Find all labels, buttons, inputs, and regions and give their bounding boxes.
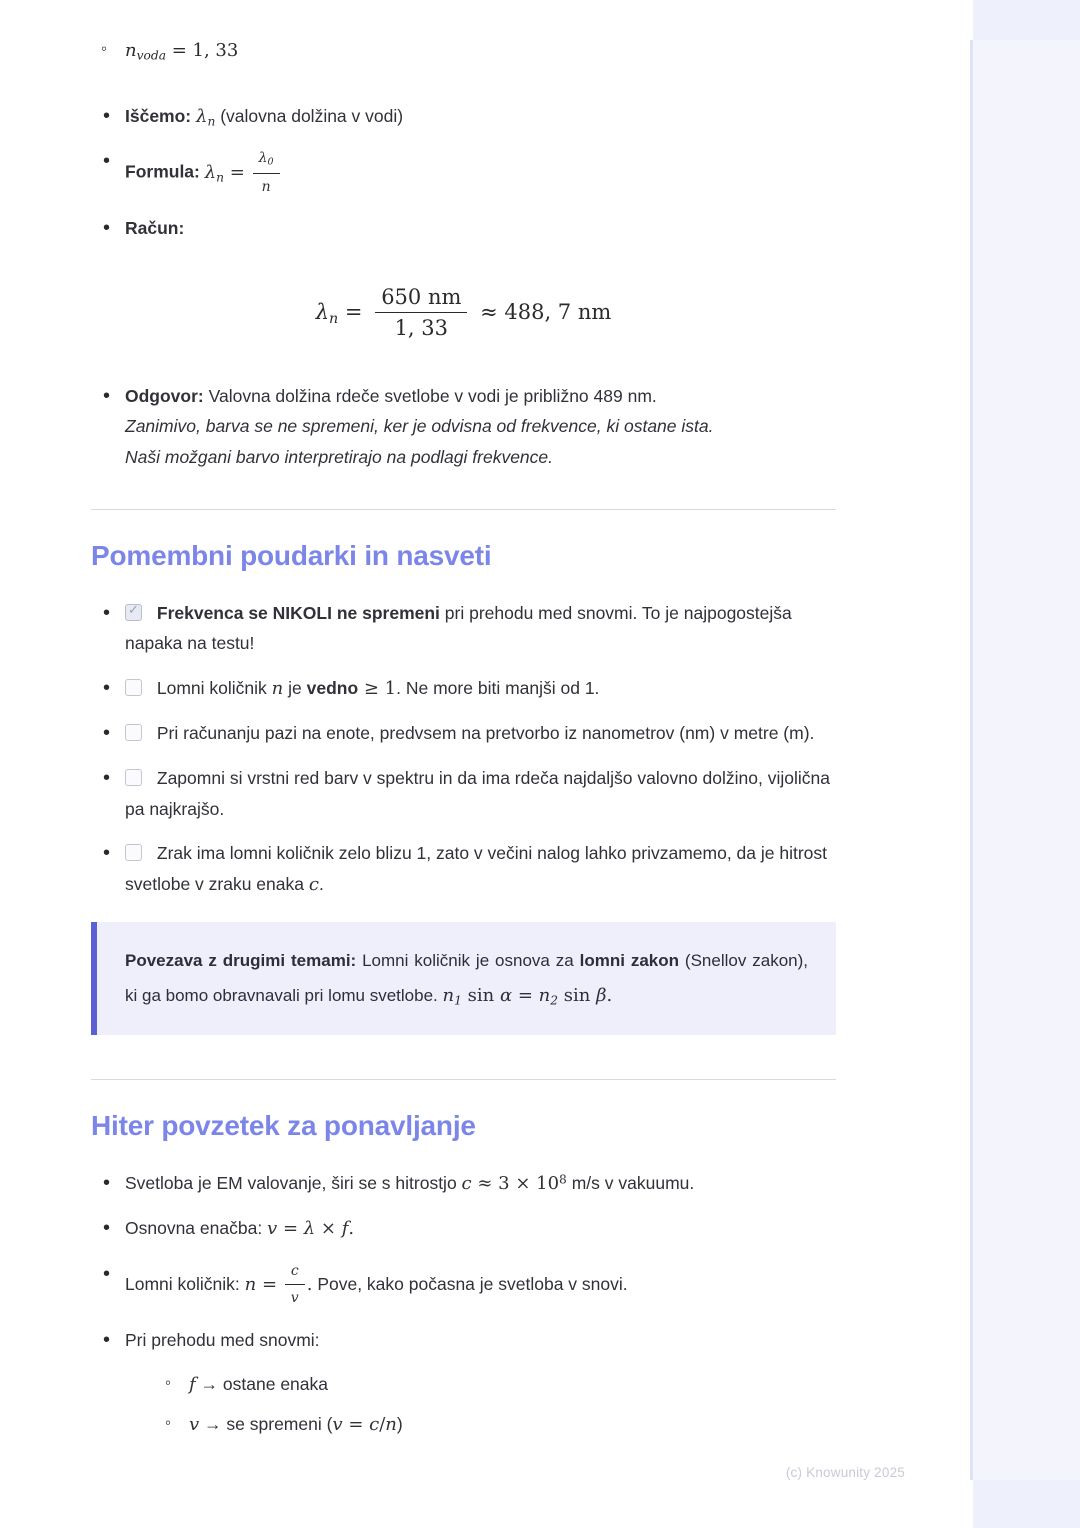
tips-list — [91, 598, 836, 901]
watermark: (c) Knowunity 2025 — [785, 1465, 905, 1480]
tip-1-bold: Frekvenca se NIKOLI ne spremeni — [156, 602, 440, 623]
list-item-iscemo — [91, 101, 836, 133]
callout-box — [91, 922, 836, 1034]
display-formula — [91, 286, 836, 341]
summary-list — [91, 1168, 836, 1441]
iscemo-label: Iščemo: — [125, 105, 192, 126]
summary-sublist — [155, 1370, 836, 1441]
display-formula-numerator: 650 nm — [375, 285, 467, 313]
display-formula-lhs: $\lambda_n$ — [315, 299, 339, 327]
section-title-summary: Hiter povzetek za ponavljanje — [91, 1109, 476, 1141]
tip-3-text: Pri računanju pazi na enote, predvsem na pretvorbo iz nanometrov (nm) v metre (m). — [156, 723, 815, 744]
list-item-tip-5 — [91, 838, 836, 900]
tip-2-rest: . Ne more biti manjši od 1. — [396, 677, 600, 698]
list-item-tip-2 — [91, 673, 836, 705]
summary-1-text: Svetloba je EM valovanje, širi se s hitrostjo $c \approx 3 \times 10^8$ m/s v vakuumu. — [125, 1172, 695, 1194]
callout-text-1: Lomni količnik je osnova za — [356, 951, 580, 971]
display-formula-denominator: 1, 33 — [394, 315, 448, 340]
answer-list — [91, 381, 836, 473]
callout-label: Povezava z drugimi temami: — [125, 951, 357, 971]
list-item-summary-1 — [91, 1168, 836, 1200]
page-side-band-inner — [970, 40, 1080, 1480]
list-item-summary-2 — [91, 1213, 836, 1245]
odgovor-label: Odgovor: — [125, 385, 204, 406]
callout-bold-2: lomni zakon — [579, 951, 680, 971]
checkbox-icon[interactable] — [125, 769, 142, 786]
list-item-tip-3 — [91, 718, 836, 749]
list-item-summary-3 — [91, 1259, 836, 1311]
section-divider-2 — [91, 1079, 836, 1080]
checkbox-icon[interactable] — [125, 844, 142, 861]
formula-fraction: $\frac{\lambda_0}{n}$ — [253, 146, 280, 199]
summary-2-text: Osnovna enačba: v = λ × f. — [125, 1218, 355, 1240]
checkbox-icon[interactable] — [125, 604, 142, 621]
list-item-tip-1 — [91, 598, 836, 659]
summary-3-text: Lomni količnik: n = $\frac{c}{v}$ . Pove, kako počasna je svetloba v snovi. — [125, 1274, 628, 1294]
tip-2-bold: vedno — [306, 677, 359, 698]
list-item-sub-1 — [155, 1370, 836, 1401]
list-item — [91, 36, 836, 67]
formula-label: Formula: — [125, 161, 200, 182]
tip-5-text: Zrak ima lomni količnik zelo blizu 1, zato v večini nalog lahko privzamemo, da je hitrost svetlobe v zraku enaka c. — [125, 843, 828, 895]
section-title-tips: Pomembni poudarki in nasveti — [91, 539, 492, 571]
tip-2-math-ge: ≥ 1 — [358, 677, 397, 699]
tip-2-mid: je — [283, 677, 307, 698]
tip-4-text: Zapomni si vrstni red barv v spektru in da ima rdeča najdaljšo valovno dolžino, vijolična pa najkrajšo. — [125, 768, 830, 819]
callout-text-3: (Snellov zakon), ki ga bomo obravnavali pri lomu svetlobe. — [125, 951, 808, 1005]
page-side-band — [973, 0, 1080, 1528]
iscemo-symbol: $\lambda_n$ — [196, 105, 216, 129]
top-subitem-list — [91, 36, 836, 67]
checkbox-icon[interactable] — [125, 679, 142, 696]
summary-4-text: Pri prehodu med snovmi: — [125, 1329, 320, 1350]
list-item-racun — [91, 213, 836, 244]
list-item-tip-4 — [91, 763, 836, 824]
formula-n-voda: $n_{voda} = 1$, 33 — [125, 40, 239, 63]
sub-2-text: → se spremeni (v = c/n) — [204, 1414, 403, 1436]
racun-label: Račun: — [125, 218, 185, 239]
list-item-sub-2 — [155, 1410, 836, 1441]
list-item-formula — [91, 146, 836, 199]
odgovor-note-line1: Zanimivo, barva se ne spremeni, ker je odvisna od frekvence, ki ostane ista. — [125, 416, 714, 437]
display-formula-approx: ≈ — [480, 299, 498, 324]
sub-2-symbol: v — [189, 1414, 200, 1436]
section-divider-1 — [91, 509, 836, 510]
list-item-odgovor — [91, 381, 836, 473]
problem-steps-list — [91, 101, 836, 244]
odgovor-text: Valovna dolžina rdeče svetlobe v vodi je približno 489 nm. — [208, 385, 657, 406]
callout-formula: $n_1$ $\sin \alpha = n_2$ sin β. — [442, 984, 613, 1008]
tip-1-rest: pri prehodu med snovmi. To je najpogostejša napaka na testu! — [125, 602, 792, 654]
document-content — [91, 36, 836, 1455]
display-formula-fraction — [375, 285, 467, 340]
formula-expression: $\lambda_n$ = $\frac{\lambda_0}{n}$ — [205, 162, 282, 183]
tip-2-pre: Lomni količnik — [156, 677, 272, 698]
list-item-summary-4 — [91, 1325, 836, 1441]
odgovor-note-line2: Naši možgani barvo interpretirajo na podlagi frekvence. — [125, 447, 554, 468]
iscemo-text: (valovna dolžina v vodi) — [220, 105, 404, 126]
display-formula-result: 488, 7 nm — [504, 299, 612, 324]
sub-1-text: → ostane enaka — [200, 1373, 328, 1394]
sub-1-symbol: f — [189, 1373, 196, 1395]
display-formula-equals: = — [344, 299, 363, 324]
checkbox-icon[interactable] — [125, 724, 142, 741]
tip-2-math-n: n — [271, 677, 284, 699]
